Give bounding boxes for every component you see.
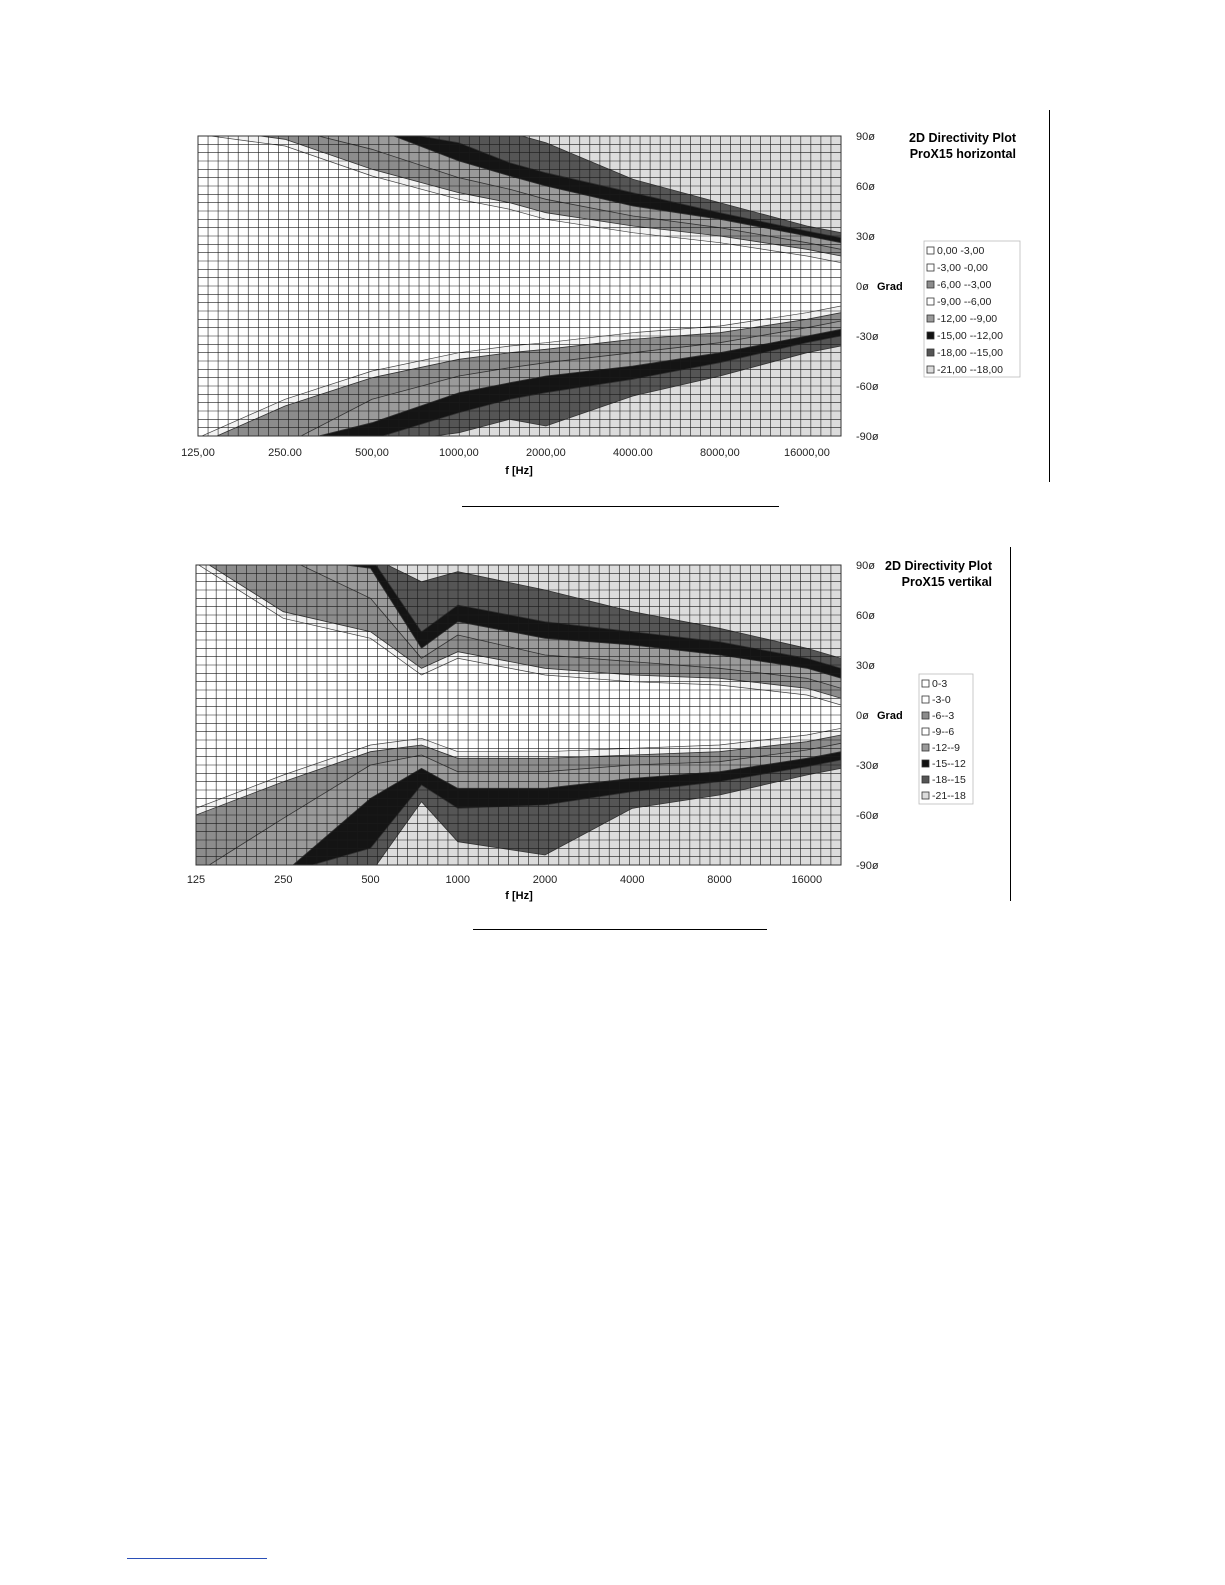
y-axis-ticks [856,560,879,872]
y-axis-ticks [856,131,879,443]
legend-swatch [927,366,934,373]
chart-title: 2D Directivity Plot [885,559,992,573]
x-axis-ticks [181,447,830,459]
legend-label: -15--12 [932,758,966,770]
legend-swatch [922,792,929,799]
y-tick-label: -30ø [856,760,879,772]
x-tick-label: 125 [186,874,206,886]
y-tick-label: 30ø [856,231,875,243]
x-axis-ticks [187,874,822,886]
legend-swatch [922,712,929,719]
y-axis-label: Grad [877,710,903,722]
legend-swatch [922,696,929,703]
legend-label: -3,00 -0,00 [937,262,988,274]
footnote-separator [127,1558,267,1559]
legend-swatch [927,247,934,254]
y-tick-label: 0ø [856,281,869,293]
right-divider [1049,110,1050,482]
legend-label: -21,00 --18,00 [937,364,1003,376]
y-tick-label: 60ø [856,610,875,622]
legend-label: -15,00 --12,00 [937,330,1003,342]
directivity-chart-horizontal [181,128,1020,477]
legend-label: -3-0 [932,694,951,706]
x-tick-label: 500,00 [355,447,389,459]
x-tick-label: 2000 [532,874,558,886]
caption-rule [473,929,767,930]
y-tick-label: -90ø [856,860,879,872]
y-tick-label: -60ø [856,381,879,393]
y-tick-label: -30ø [856,331,879,343]
chart-subtitle: ProX15 horizontal [909,147,1016,161]
legend [924,241,1020,377]
legend-swatch [927,332,934,339]
x-axis-label: f [Hz] [505,465,533,477]
x-tick-label: 16000 [791,874,823,886]
chart-subtitle: ProX15 vertikal [901,575,992,589]
legend-swatch [927,281,934,288]
legend-swatch [922,728,929,735]
x-tick-label: 2000,00 [526,447,566,459]
y-tick-label: 90ø [856,131,875,143]
x-tick-label: 500 [361,874,380,886]
legend [919,674,973,804]
legend-swatch [927,298,934,305]
x-tick-label: 4000 [620,874,645,886]
legend-label: -6--3 [932,710,955,722]
x-axis-label: f [Hz] [505,890,533,902]
x-tick-label: 250.00 [268,447,302,459]
legend-swatch [927,315,934,322]
directivity-chart-vertikal [187,557,993,902]
x-tick-label: 250 [274,874,293,886]
right-divider [1010,547,1011,901]
legend-label: -12,00 --9,00 [937,313,998,325]
legend-swatch [922,776,929,783]
y-tick-label: -60ø [856,810,879,822]
legend-label: -6,00 --3,00 [937,279,992,291]
legend-swatch [922,744,929,751]
legend-label: -21--18 [932,790,966,802]
y-tick-label: -90ø [856,431,879,443]
legend-swatch [927,349,934,356]
x-tick-label: 1000 [445,874,471,886]
caption-rule [462,506,779,507]
y-tick-label: 60ø [856,181,875,193]
legend-label: 0-3 [932,678,948,690]
legend-label: -9,00 --6,00 [937,296,992,308]
legend-label: -18,00 --15,00 [937,347,1003,359]
legend-swatch [922,760,929,767]
x-tick-label: 16000,00 [783,447,830,459]
y-tick-label: 90ø [856,560,875,572]
legend-swatch [922,680,929,687]
x-tick-label: 125,00 [181,447,215,459]
chart-title: 2D Directivity Plot [909,131,1016,145]
legend-swatch [927,264,934,271]
legend-label: -12--9 [932,742,961,754]
x-tick-label: 1000,00 [439,447,479,459]
legend-label: 0,00 -3,00 [937,245,985,257]
y-tick-label: 30ø [856,660,875,672]
x-tick-label: 8000 [707,874,732,886]
y-axis-label: Grad [877,281,903,293]
y-tick-label: 0ø [856,710,869,722]
legend-label: -9--6 [932,726,955,738]
legend-label: -18--15 [932,774,966,786]
x-tick-label: 8000,00 [700,447,740,459]
x-tick-label: 4000.00 [613,447,653,459]
